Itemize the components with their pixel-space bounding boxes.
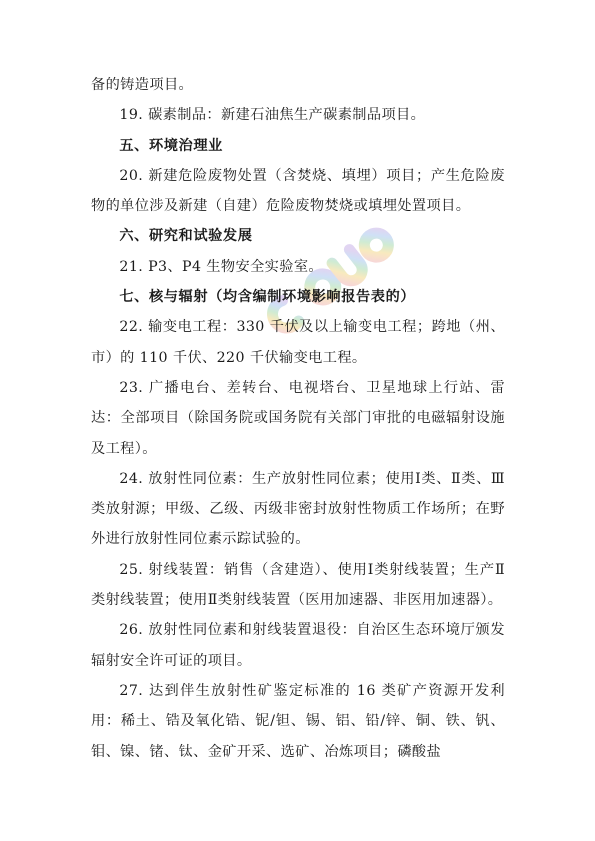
- item-19: 19. 碳素制品：新建石油焦生产碳素制品项目。: [119, 107, 426, 124]
- item-24: 24. 放射性同位素：生产放射性同位素；使用Ⅰ类、Ⅱ类、Ⅲ类放射源；甲级、乙级、丙级非密封放射性物质工作场所；在野外进行放射性同位素示踪试验的。: [91, 470, 505, 548]
- paragraph-fragment: 备的铸造项目。: [91, 77, 194, 93]
- item-21: 21. P3、P4 生物安全实验室。: [119, 258, 324, 275]
- section-heading-5: 五、环境治理业: [119, 137, 223, 154]
- item-25: 25. 射线装置：销售（含建造）、使用Ⅰ类射线装置；生产Ⅱ类射线装置；使用Ⅱ类射线装置（医用加速器、非医用加速器）。: [91, 561, 505, 609]
- item-26: 26. 放射性同位素和射线装置退役：自治区生态环境厅颁发辐射安全许可证的项目。: [91, 622, 505, 669]
- item-23: 23. 广播电台、差转台、电视塔台、卫星地球上行站、雷达：全部项目（除国务院或国务院有关部门审批的电磁辐射设施及工程）。: [91, 379, 505, 457]
- item-27: 27. 达到伴生放射性矿鉴定标准的 16 类矿产资源开发利用：稀土、锆及氧化锆、铌/钽、锡、铝、铅/锌、铜、铁、钒、钼、镍、锗、钛、金矿开采、选矿、冶炼项目；磷酸盐: [91, 682, 505, 760]
- section-heading-7: 七、核与辐射（均含编制环境影响报告表的）: [119, 289, 416, 306]
- item-20: 20. 新建危险废物处置（含焚烧、填埋）项目；产生危险废物的单位涉及新建（自建）危险废物焚烧或填埋处置项目。: [91, 167, 505, 215]
- section-heading-6: 六、研究和试验发展: [119, 228, 253, 245]
- document-body: [91, 70, 505, 767]
- item-22: 22. 输变电工程：330 千伏及以上输变电工程；跨地（州、市）的 110 千伏、220 千伏输变电工程。: [91, 319, 505, 366]
